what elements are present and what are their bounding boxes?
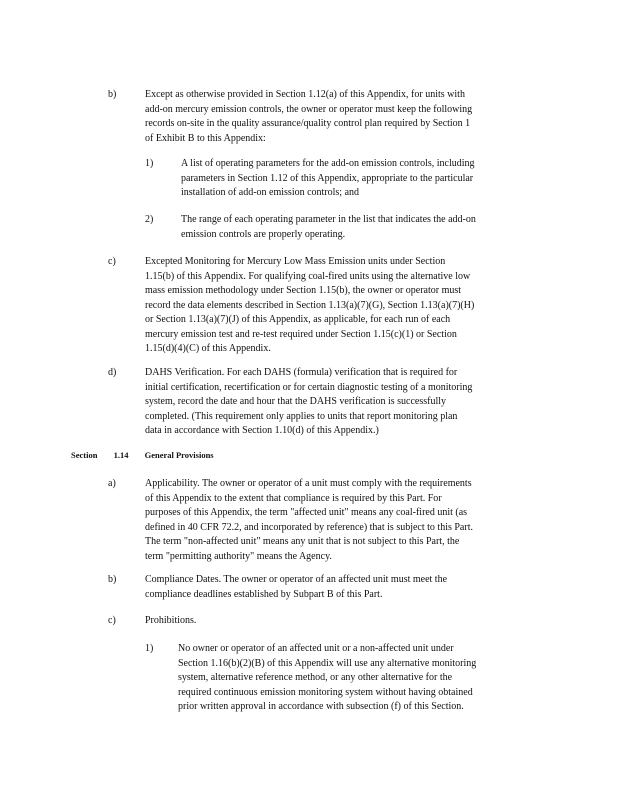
item-label: b) (108, 574, 117, 585)
section-heading (71, 450, 228, 460)
text-line: mercury emission test and re-test required under Section 1.15(c)(1) or Section (145, 328, 457, 340)
item-paragraph (145, 255, 539, 357)
text-line: purposes of this Appendix, the term "affected unit" means any coal-fired unit (as (145, 507, 468, 518)
section-title: General Provisions (144, 450, 214, 460)
text-line: records on-site in the quality assurance/quality control plan required by Section 1 (145, 118, 471, 129)
text-line: The range of each operating parameter in the list that indicates the add-on (181, 214, 476, 225)
text-line: 1.15(d)(4)(C) of this Appendix. (145, 343, 271, 354)
text-line: emission controls are properly operating. (181, 228, 346, 240)
subitem-paragraph (181, 213, 539, 242)
text-line: 1.15(b) of this Appendix. For qualifying coal-fired units using the alternative low (145, 270, 471, 282)
item-label: c) (108, 615, 116, 626)
text-line: Except as otherwise provided in Section 1.12(a) of this Appendix, for units with (145, 89, 465, 100)
text-line: A list of operating parameters for the add-on emission controls, including (181, 158, 475, 169)
section-word: Section (71, 450, 98, 460)
text-line: data in accordance with Section 1.10(d) of this Appendix.) (145, 425, 379, 436)
text-line: installation of add-on emission controls; and (181, 187, 360, 198)
item-paragraph (145, 614, 539, 629)
text-line: Excepted Monitoring for Mercury Low Mass Emission units under Section (145, 256, 446, 267)
text-line: mass emission methodology under Section 1.15(b), the owner or operator must (145, 285, 462, 296)
text-line: or Section 1.13(a)(7)(J) of this Appendix, as applicable, for each run of each (145, 314, 451, 325)
text-line: record the data elements described in Section 1.13(a)(7)(G), Section 1.13(a)(7)(H) (145, 299, 475, 311)
text-line: add-on mercury emission controls, the owner or operator must keep the following (145, 103, 473, 115)
text-line: term "permitting authority" means the Agency. (145, 550, 332, 562)
item-paragraph (145, 88, 539, 146)
section-number: 1.14 (113, 450, 129, 460)
text-line: parameters in Section 1.12 of this Appendix, appropriate to the particular (181, 172, 474, 184)
text-line: prior written approval in accordance with subsection (f) of this Section. (178, 701, 464, 712)
item-paragraph (145, 366, 539, 439)
text-line: No owner or operator of an affected unit or a non-affected unit under (178, 643, 454, 654)
item-label: c) (108, 256, 116, 267)
text-line: system, alternative reference method, or any other alternative for the (178, 672, 453, 683)
item-paragraph (145, 573, 539, 602)
text-line: defined in 40 CFR 72.2, and incorporated by reference) that is subject to this Part. (145, 521, 473, 533)
text-line: initial certification, recertification or for certain diagnostic testing of a monitoring (145, 381, 473, 393)
text-line: The term "non-affected unit" means any unit that is not subject to this Part, the (145, 536, 460, 547)
text-line: required continuous emission monitoring system without having obtained (178, 686, 473, 698)
subitem-paragraph (181, 157, 539, 201)
subitem-label: 1) (145, 158, 154, 169)
item-label: d) (108, 367, 117, 378)
text-line: Section 1.16(b)(2)(B) of this Appendix will use any alternative monitoring (178, 657, 477, 669)
text-line: DAHS Verification. For each DAHS (formula) verification that is required for (145, 367, 458, 378)
text-line: completed. (This requirement only applies to units that report monitoring plan (145, 410, 458, 422)
text-line: compliance deadlines established by Subpart B of this Part. (145, 588, 383, 600)
text-line: system, record the date and hour that the DAHS verification is successfully (145, 396, 447, 407)
subitem-label: 2) (145, 214, 154, 225)
text-line: Compliance Dates. The owner or operator of an affected unit must meet the (145, 574, 448, 585)
text-line: of Exhibit B to this Appendix: (145, 132, 266, 144)
subitem-paragraph (178, 642, 539, 715)
item-paragraph (145, 477, 539, 564)
subitem-label: 1) (145, 643, 154, 654)
text-line: Applicability. The owner or operator of a unit must comply with the requirements (145, 478, 472, 489)
text-line: Prohibitions. (145, 615, 197, 626)
text-line: of this Appendix to the extent that compliance is required by this Part. For (145, 492, 442, 504)
item-label: b) (108, 89, 117, 100)
item-label: a) (108, 478, 116, 489)
